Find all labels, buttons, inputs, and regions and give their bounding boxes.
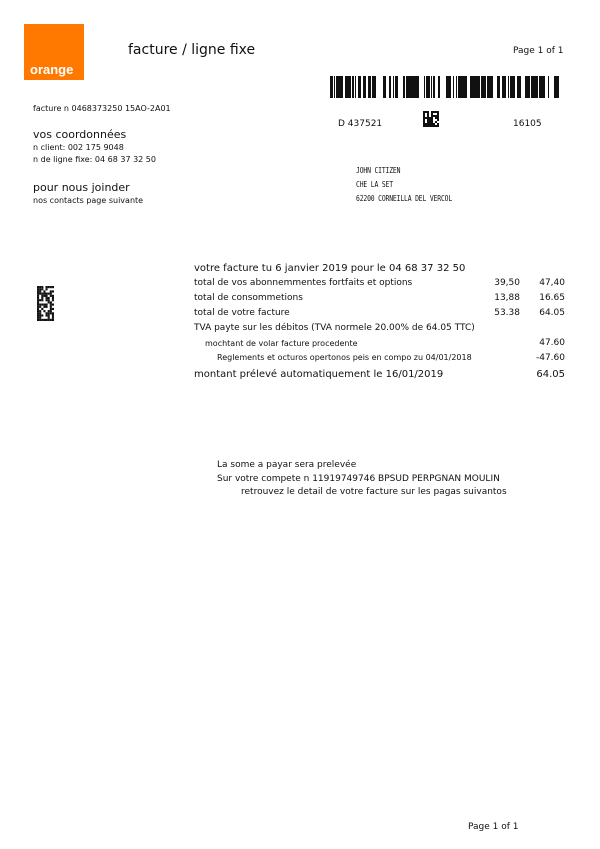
address-street: CHE LA SET (356, 180, 393, 189)
previous-invoice-value: 47.60 (539, 338, 565, 348)
payment-line-3: retrouvez le detail de votre facture sur les pagas suivantos (241, 487, 507, 497)
row-amount-ht: 13,88 (494, 293, 520, 303)
datamatrix-code (37, 286, 54, 321)
row-amount-ttc: 64.05 (539, 308, 565, 318)
document-code: D 437521 (338, 119, 383, 129)
client-number: n client: 002 175 9048 (33, 143, 124, 152)
small-matrix-code (423, 111, 439, 127)
coordonnees-heading: vos coordonnées (33, 128, 127, 141)
orange-logo (24, 24, 84, 80)
summary-heading: votre facture tu 6 janvier 2019 pour le 04 68 37 32 50 (194, 263, 466, 274)
line-number: n de ligne fixe: 04 68 37 32 50 (33, 155, 156, 164)
logo-text: orange (30, 62, 74, 77)
row-amount-ttc: 16.65 (539, 293, 565, 303)
page-number-top: Page 1 of 1 (513, 46, 564, 56)
row-amount-ht: 39,50 (494, 278, 520, 288)
address-city: 62200 CORNEILLA DEL VERCOL (356, 194, 453, 203)
tva-note: TVA payte sur les débitos (TVA normele 20.00% de 64.05 TTC) (194, 323, 475, 333)
row-amount-ht: 53.38 (494, 308, 520, 318)
payments-value: -47.60 (535, 353, 565, 363)
contact-heading: pour nous joinder (33, 181, 130, 194)
barcode (330, 76, 559, 98)
row-label: total de votre facture (194, 308, 290, 318)
payments-label: Reglements et octuros opertonos peis en compo zu 04/01/2018 (217, 353, 472, 362)
previous-invoice-label: mochtant de volar facture procedente (205, 339, 358, 348)
row-amount-ttc: 47,40 (539, 278, 565, 288)
invoice-number: facture n 0468373250 15AO-2A01 (33, 104, 171, 113)
postal-sort-code: 16105 (513, 119, 542, 129)
total-debit-value: 64.05 (536, 369, 565, 380)
row-label: total de consommetions (194, 293, 303, 303)
payment-line-1: La some a payar sera prelevée (217, 460, 357, 470)
payment-line-2: Sur votre compete n 11919749746 BPSUD PERPGNAN MOULIN (217, 474, 500, 484)
row-label: total de vos abonnemmentes fortfaits et options (194, 278, 413, 288)
page-number-bottom: Page 1 of 1 (468, 822, 519, 832)
total-debit-label: montant prélevé automatiquement le 16/01/2019 (194, 369, 444, 380)
contact-text: nos contacts page suivante (33, 196, 144, 205)
page-title: facture / ligne fixe (128, 42, 256, 58)
address-name: JOHN CITIZEN (356, 166, 401, 175)
